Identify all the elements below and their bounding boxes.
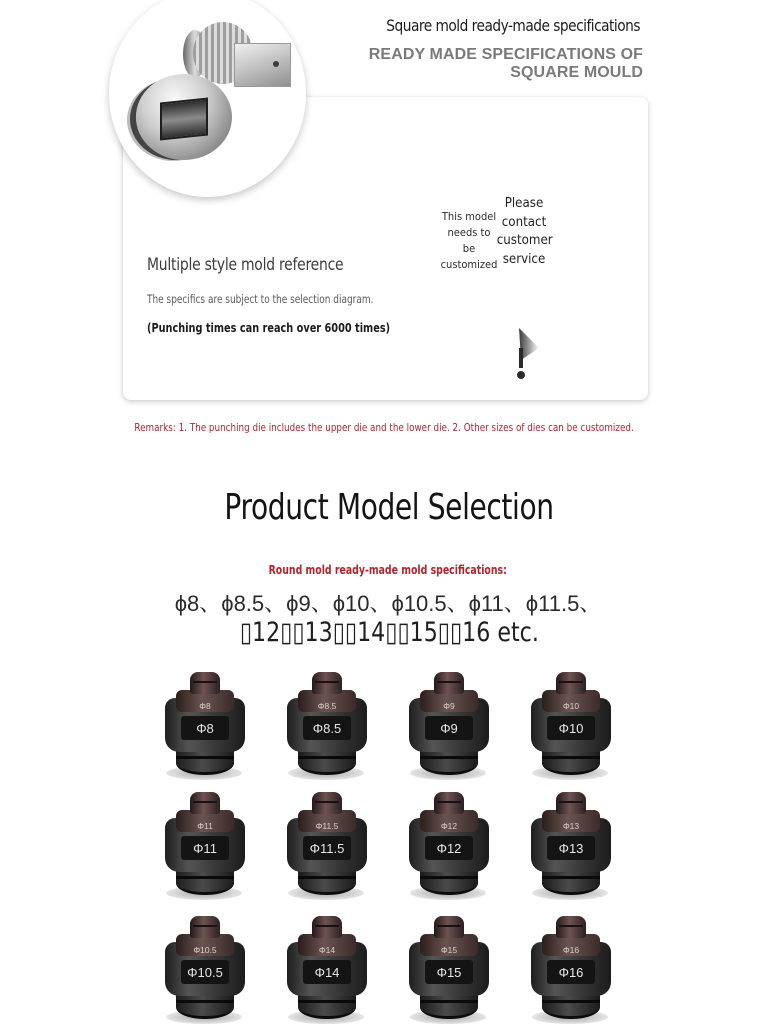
heading-label: Product Model Selection: [224, 487, 554, 528]
round-mold-label: [0, 563, 768, 577]
die-collar-label: Φ15: [420, 934, 478, 956]
die-item: [266, 788, 388, 906]
die-label: Φ16: [547, 960, 595, 984]
die-item: [388, 668, 510, 786]
spec-line-2-text: ▯12▯▯13▯▯14▯▯15▯▯16 etc.: [239, 617, 539, 648]
die-front-face: [136, 74, 232, 160]
die-collar-label: Φ11: [176, 810, 234, 832]
die-collar-label: Φ12: [420, 810, 478, 832]
die-item: [388, 788, 510, 906]
die-item: [144, 668, 266, 786]
custom-note-line: needs to: [447, 226, 491, 239]
customization-note: [439, 209, 498, 273]
die-item: [266, 912, 388, 1030]
punch-pin: [273, 61, 279, 67]
die-collar-label: Φ10: [542, 690, 600, 712]
reference-description: The specifics are subject to the selection diagram.: [147, 292, 374, 306]
die-item: [510, 668, 632, 786]
spec-list-line-2: [0, 617, 768, 648]
die-label: Φ8.5: [303, 716, 351, 740]
die-collar-label: Φ16: [542, 934, 600, 956]
spec-list-line-1: ϕ8、ϕ8.5、ϕ9、ϕ10、ϕ10.5、ϕ11、ϕ11.5、: [174, 591, 602, 616]
die-label: Φ13: [547, 836, 595, 860]
subtitle-line-2: SQUARE MOULD: [510, 64, 643, 81]
subtitle-line-1: READY MADE SPECIFICATIONS OF: [368, 46, 643, 63]
die-item: [144, 912, 266, 1030]
die-item: [144, 788, 266, 906]
die-item: [510, 912, 632, 1030]
remarks-text: [0, 421, 768, 434]
die-item: [388, 912, 510, 1030]
contact-note-line: contact: [501, 213, 547, 230]
die-label: Φ14: [303, 960, 351, 984]
punching-times-note: (Punching times can reach over 6000 times): [147, 320, 391, 335]
contact-note-line: service: [502, 250, 546, 267]
section-subtitle: [369, 46, 643, 82]
die-label: Φ11: [181, 836, 229, 860]
product-model-selection-heading: [0, 487, 768, 528]
reference-title: Multiple style mold reference: [147, 255, 344, 275]
die-item: [266, 668, 388, 786]
custom-note-line: This model: [441, 210, 497, 223]
section-title: Square mold ready-made specifications: [386, 16, 640, 35]
die-label: Φ11.5: [303, 836, 351, 860]
square-punch: [234, 43, 291, 87]
die-grid: [144, 668, 632, 1024]
die-item: [510, 788, 632, 906]
die-label: Φ8: [181, 716, 229, 740]
round-label-text: Round mold ready-made mold specifications:: [268, 563, 508, 577]
contact-service-note: [497, 194, 552, 268]
die-collar-label: Φ10.5: [176, 934, 234, 956]
pointer-exclamation-icon: [513, 326, 543, 382]
square-hole: [160, 97, 208, 140]
die-collar-label: Φ8: [176, 690, 234, 712]
remarks-label: Remarks: 1. The punching die includes the upper die and the lower die. 2. Other sizes of dies can be customized.: [134, 421, 634, 434]
contact-note-line: customer: [496, 232, 553, 248]
die-collar-label: Φ8.5: [298, 690, 356, 712]
die-label: Φ9: [425, 716, 473, 740]
die-collar-label: Φ14: [298, 934, 356, 956]
die-collar-label: Φ13: [542, 810, 600, 832]
die-label: Φ12: [425, 836, 473, 860]
die-collar-label: Φ9: [420, 690, 478, 712]
custom-note-line: customized: [440, 258, 498, 271]
die-label: Φ10.5: [181, 960, 229, 984]
die-collar-label: Φ11.5: [298, 810, 356, 832]
contact-note-line: Please: [504, 195, 544, 211]
die-label: Φ10: [547, 716, 595, 740]
die-label: Φ15: [425, 960, 473, 984]
custom-note-line: be: [462, 242, 476, 255]
